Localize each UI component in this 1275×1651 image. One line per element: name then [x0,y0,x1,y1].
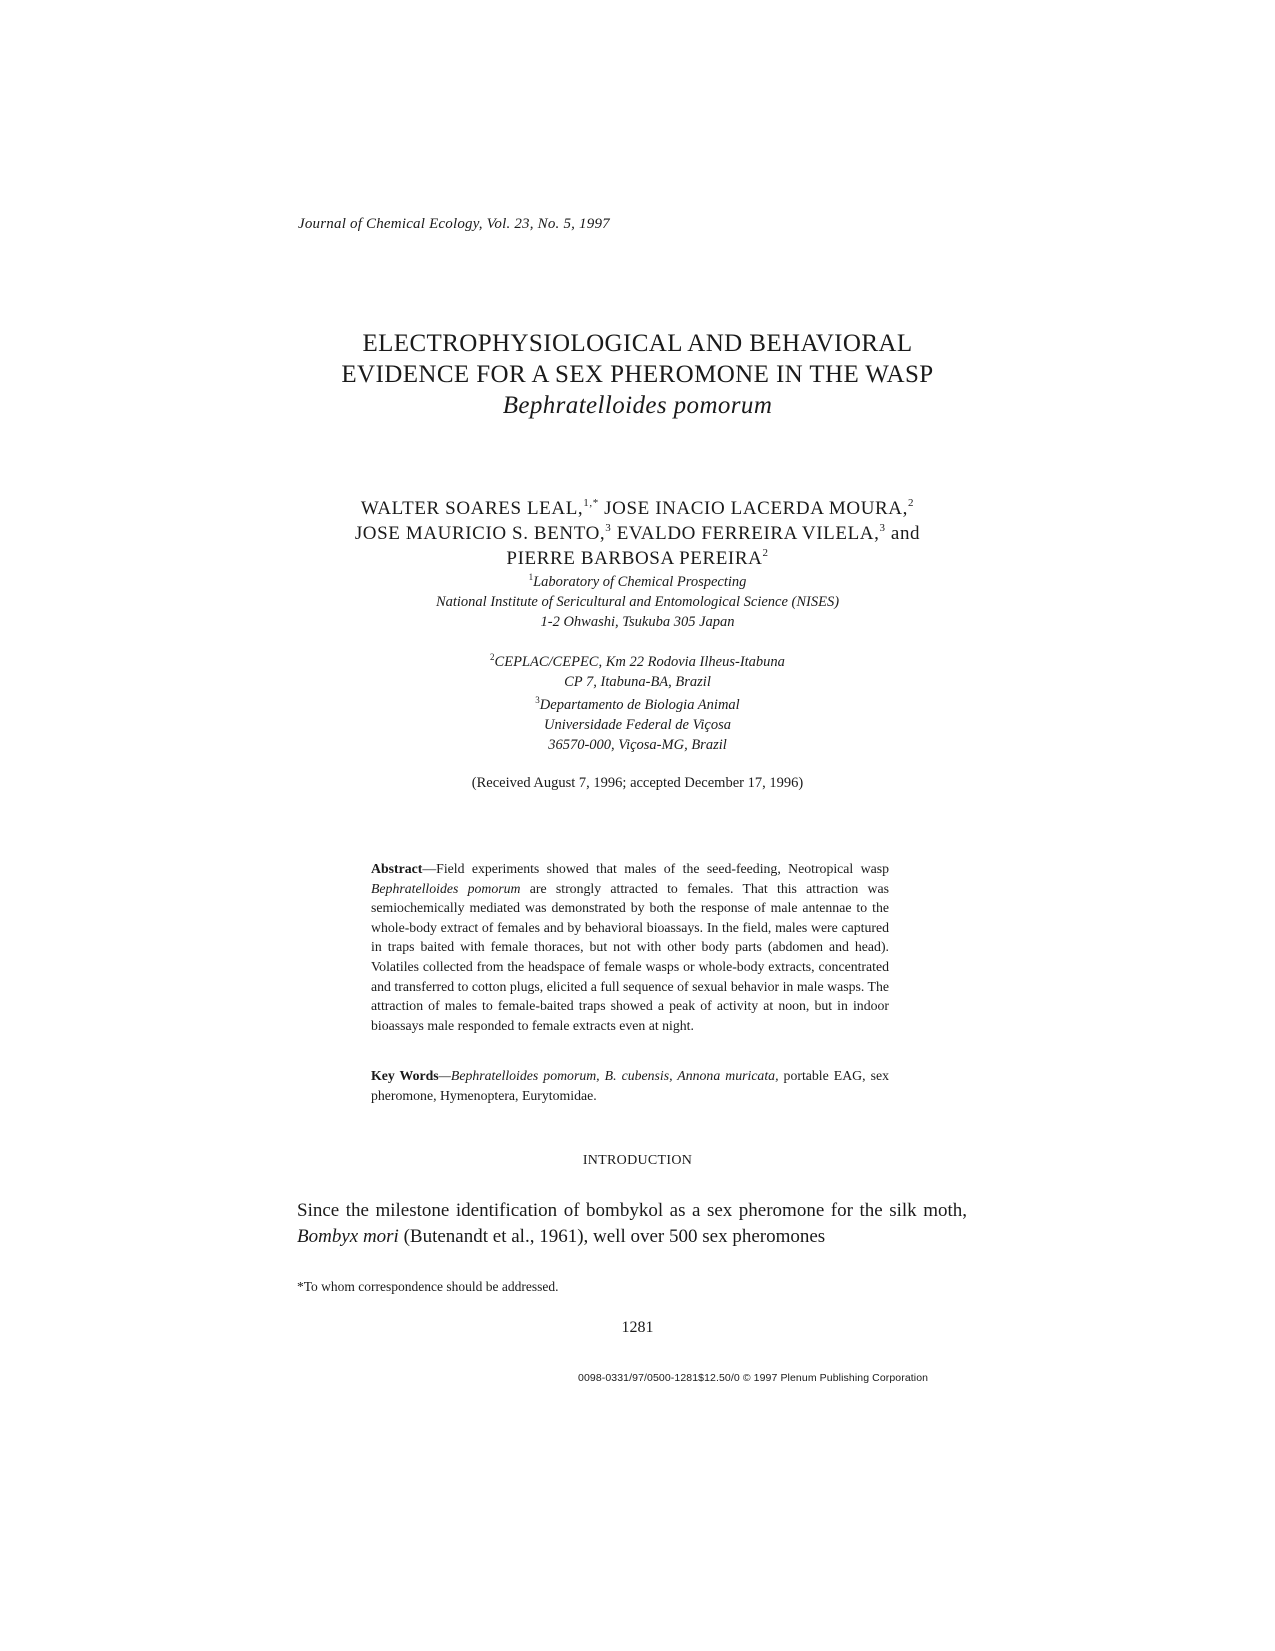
received-dates: (Received August 7, 1996; accepted December 17, 1996) [471,775,804,791]
intro-species: Bombyx mori [297,1226,399,1247]
author-name: PIERRE BARBOSA PEREIRA [506,548,763,569]
journal-citation: Journal of Chemical Ecology, Vol. 23, No. 5, 1997 [298,216,610,232]
affiliation-number: 3 [535,695,540,705]
intro-text: Since the milestone identification of bombykol as a sex pheromone for the silk moth, [297,1200,967,1221]
author-list [0,496,1275,571]
title-line-1: ELECTROPHYSIOLOGICAL AND BEHAVIORAL [362,330,913,357]
title-species: Bephratelloides pomorum [502,392,773,419]
keywords-label: Key Words [371,1068,439,1083]
author-affiliation-mark: 3 [605,522,612,534]
author-affiliation-mark: 1,* [583,497,599,509]
abstract-text: are strongly attracted to females. That this attraction was semiochemically mediated was demonstrated by both the response of male antennae to the whole-body extract of females and by behavioral bioassays. In the field, males were captured in traps baited with female thoraces, but not with other body parts (abdomen and head). Volatiles collected from the headspace of female wasps or whole-body extracts, concentrated and transferred to cotton plugs, elicited a full sequence of sexual behavior in male wasps. The attraction of males to female-baited traps showed a peak of activity at noon, but in indoor bioassays male responded to female extracts even at night. [371,880,889,1033]
author-conjunction: and [885,523,921,544]
affiliation-line [0,652,1275,672]
author-line-3 [0,546,1275,571]
affiliation-number: 2 [490,652,495,662]
affiliation-line [0,572,1275,592]
affiliation-text: CEPLAC/CEPEC, Km 22 Rodovia Ilheus-Itabuna [494,654,785,670]
author-line-2 [0,521,1275,546]
introduction-paragraph [297,1198,967,1250]
affiliation-line [0,695,1275,715]
page-number: 1281 [621,1319,654,1336]
copyright-line: 0098-0331/97/0500-1281$12.50/0 © 1997 Plenum Publishing Corporation [578,1372,929,1384]
affiliation-2 [0,652,1275,692]
affiliation-line: National Institute of Sericultural and Entomological Science (NISES) [435,594,840,610]
affiliation-line: 36570-000, Viçosa-MG, Brazil [548,737,727,753]
affiliation-line: Universidade Federal de Viçosa [544,717,731,733]
affiliation-line: CP 7, Itabuna-BA, Brazil [564,674,711,690]
author-name: EVALDO FERREIRA VILELA, [611,523,880,544]
keywords-text: portable EAG, sex pheromone, Hymenoptera, Eurytomidae. [371,1068,890,1103]
affiliation-text: Laboratory of Chemical Prospecting [533,574,747,590]
keywords-species: —Bephratelloides pomorum, B. cubensis, Annona muricata, [438,1068,779,1083]
correspondence-footnote: *To whom correspondence should be addressed. [297,1279,559,1294]
author-affiliation-mark: 2 [762,547,769,559]
author-name: JOSE MAURICIO S. BENTO, [354,523,606,544]
author-line-1 [0,496,1275,521]
author-affiliation-mark: 3 [879,522,886,534]
author-name: JOSE INACIO LACERDA MOURA, [598,498,908,519]
paper-title [0,328,1275,421]
intro-text: (Butenandt et al., 1961), well over 500 sex pheromones [398,1226,826,1247]
title-line-2: EVIDENCE FOR A SEX PHEROMONE IN THE WASP [341,361,934,388]
affiliation-line: 1-2 Ohwashi, Tsukuba 305 Japan [540,614,735,630]
author-affiliation-mark: 2 [907,497,915,509]
affiliation-number: 1 [528,572,534,582]
abstract-text: —Field experiments showed that males of the seed-feeding, Neotropical wasp [422,861,889,876]
section-heading-introduction: INTRODUCTION [582,1153,693,1168]
abstract-label: Abstract [371,861,423,876]
key-words [371,1066,889,1105]
author-name: WALTER SOARES LEAL, [360,498,584,519]
affiliation-1 [0,572,1275,632]
abstract-species: Bephratelloides pomorum [371,880,521,896]
affiliation-text: Departamento de Biologia Animal [539,697,740,713]
affiliation-3 [0,695,1275,755]
abstract [371,859,889,1035]
